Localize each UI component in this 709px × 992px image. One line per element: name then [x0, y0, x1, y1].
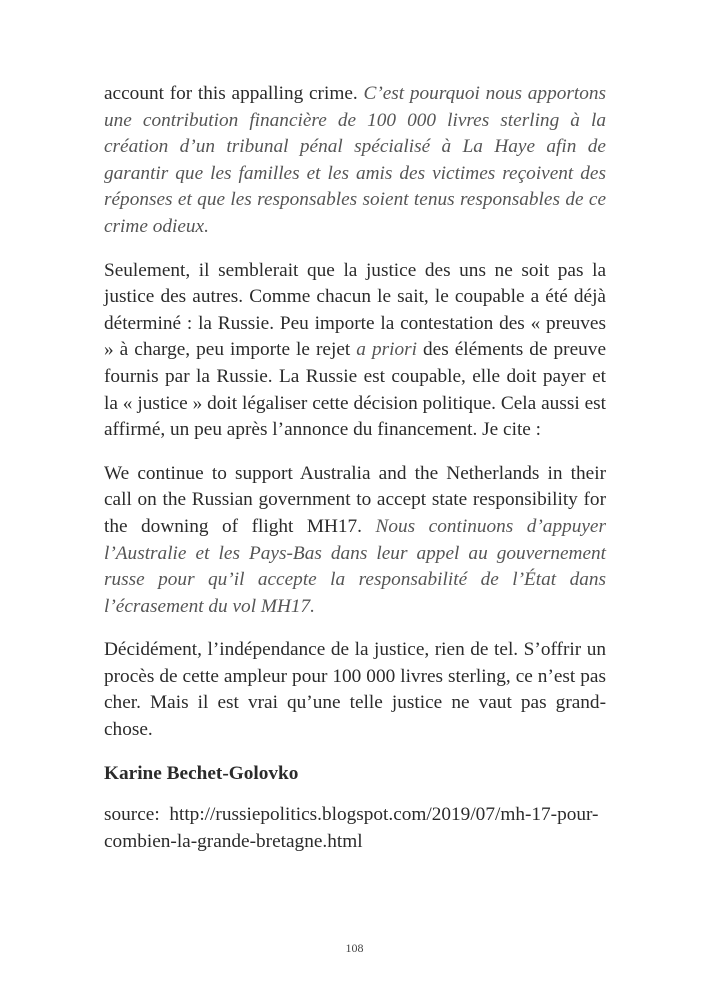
paragraph-4-text: Décidément, l’indépendance de la justice, rien de tel. S’offrir un procès de cette ampleur pour 100 000 livres sterling, ce n’est pas cher. Mais il est vrai qu’une telle justice ne vaut pas grand-chose. [104, 639, 606, 741]
paragraph-3 [104, 461, 606, 621]
paragraph-2 [104, 258, 606, 444]
paragraph-1-french-italic-text: C’est pourquoi nous apportons une contribution financière de 100 000 livres sterling à la création d’un tribunal pénal spécialisé à La Haye afin de garantir que les familles et les amis des victimes reçoivent des réponses et que les responsables soient tenus responsables de ce crime odieux. [104, 83, 606, 237]
source-url[interactable]: http://russiepolitics.blogspot.com/2019/07/mh-17-pour-combien-la-grande-bretagne.html [104, 804, 599, 852]
paragraph-1 [104, 81, 606, 241]
source-line [104, 802, 606, 855]
page-number: 108 [345, 941, 364, 955]
page-body [104, 81, 606, 855]
paragraph-2-text-end: des éléments de preuve fournis par la Russie. La Russie est coupable, elle doit payer et la « justice » doit légaliser cette décision politique. Cela aussi est affirmé, un peu après l’annonce du financement. Je cite : [104, 339, 607, 441]
paragraph-2-text-start: Seulement, il semblerait que la justice des uns ne soit pas la justice des autres. Comme chacun le sait, le coupable a été déjà déterminé : la Russie. Peu importe la contestation des « preuves » à charge, peu importe le rejet [104, 259, 606, 361]
paragraph-3-french-italic-translation: Nous continuons d’appuyer l’Australie et les Pays-Bas dans leur appel au gouvernement russe pour qu’il accepte la responsabilité de l’État dans l’écrasement du vol MH17. [104, 515, 606, 617]
source-label: source: [104, 804, 160, 826]
paragraph-1-english-text: account for this appalling crime. [104, 83, 364, 104]
paragraph-4 [104, 637, 606, 743]
author-name: Karine Bechet-Golovko [104, 762, 299, 784]
paragraph-2-italic-a-priori: a priori [356, 339, 417, 361]
paragraph-3-english-quote: We continue to support Australia and the Netherlands in their call on the Russian government to accept state responsibility for the downing of flight MH17. [104, 462, 606, 537]
